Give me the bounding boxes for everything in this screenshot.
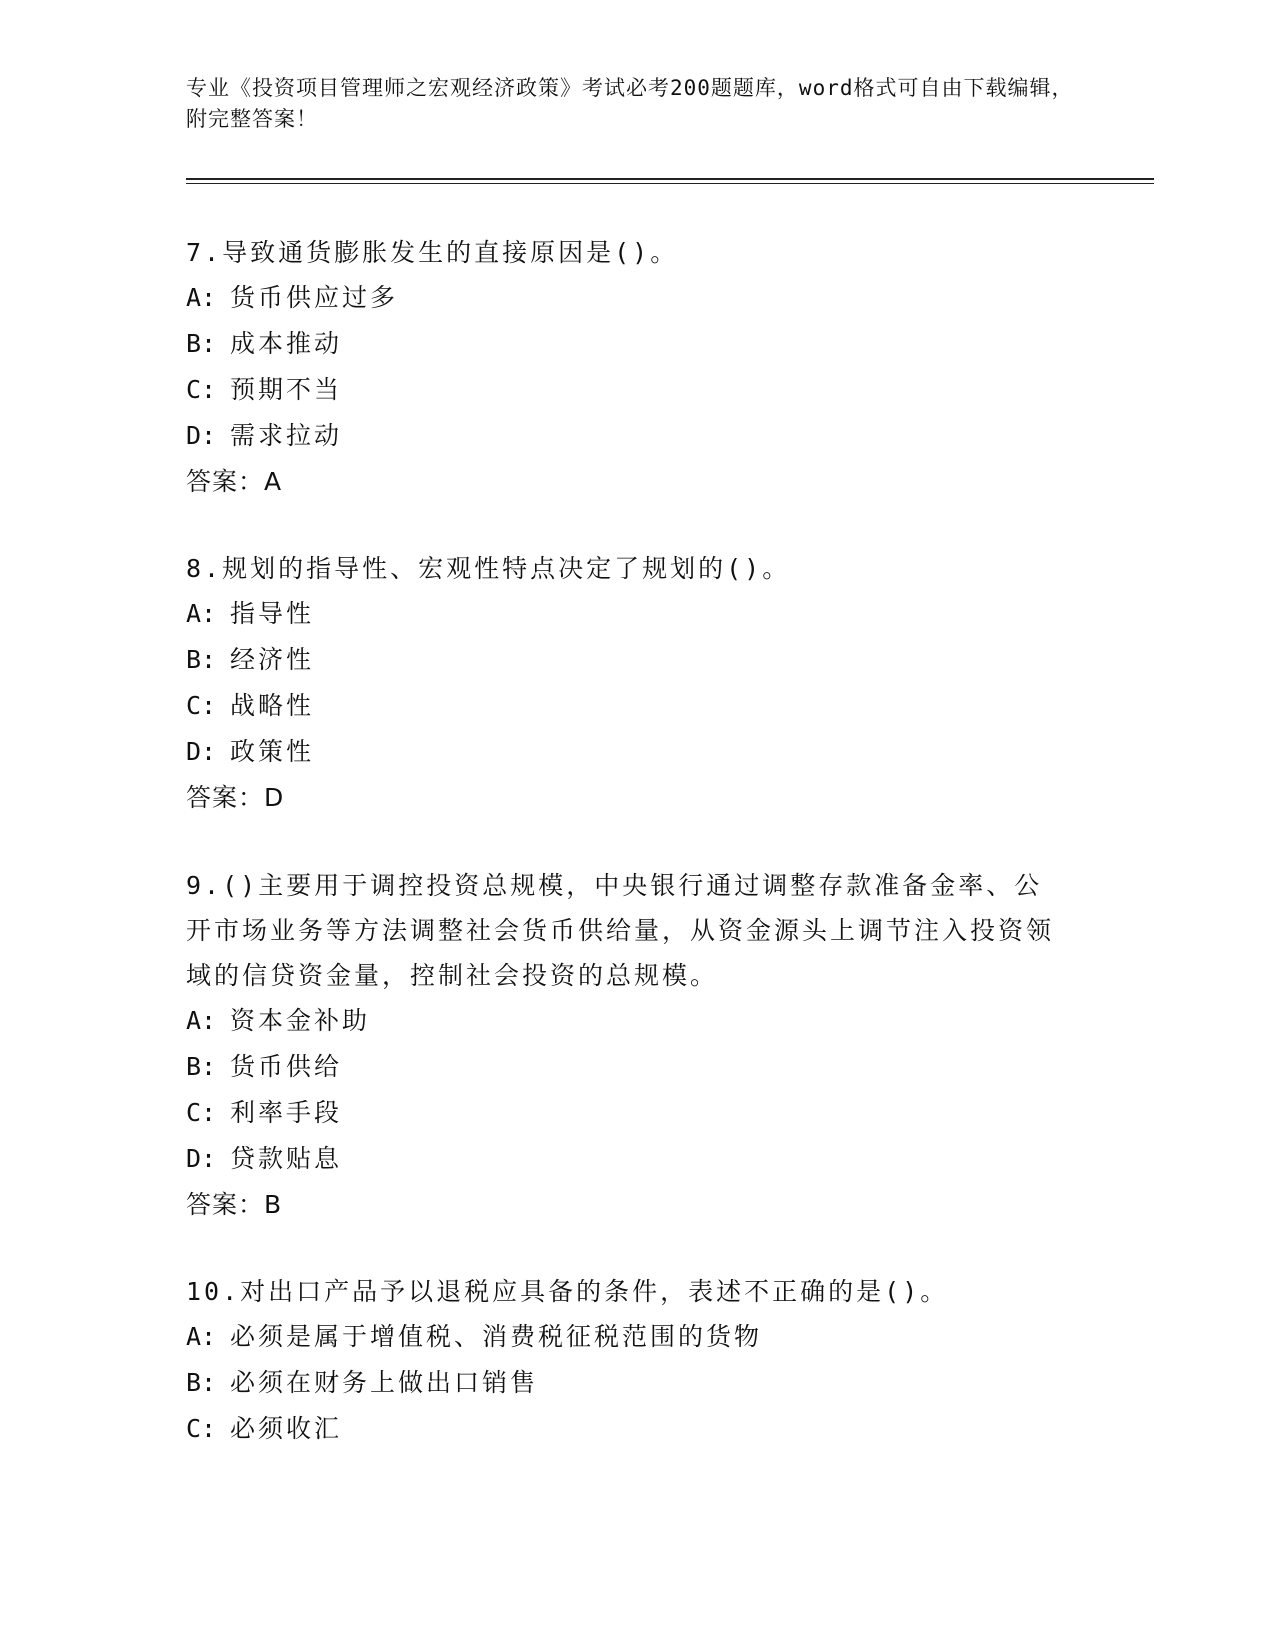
option-letter: B: xyxy=(186,329,217,358)
option-c xyxy=(186,1090,1066,1136)
document-header: 专业《投资项目管理师之宏观经济政策》考试必考200题题库，word格式可自由下载编辑，附完整答案！ xyxy=(186,76,1074,131)
option-text: 必须收汇 xyxy=(230,1414,343,1443)
question-stem: 10.对出口产品予以退税应具备的条件，表述不正确的是()。 xyxy=(186,1277,949,1306)
option-letter: D: xyxy=(186,421,217,450)
option-text: 货币供给 xyxy=(230,1052,343,1081)
option-text: 成本推动 xyxy=(230,329,343,358)
option-letter: A: xyxy=(186,1322,217,1351)
header-rule-thin xyxy=(186,183,1154,184)
option-text: 货币供应过多 xyxy=(230,283,399,312)
option-letter: B: xyxy=(186,645,217,674)
question-7 xyxy=(186,230,1066,505)
option-letter: D: xyxy=(186,737,217,766)
option-letter: B: xyxy=(186,1368,217,1397)
option-d xyxy=(186,729,1066,775)
option-text: 资本金补助 xyxy=(230,1006,371,1035)
option-text: 需求拉动 xyxy=(230,421,343,450)
option-letter: A: xyxy=(186,1006,217,1035)
option-letter: C: xyxy=(186,691,217,720)
option-a xyxy=(186,275,1066,321)
option-b xyxy=(186,637,1066,683)
answer: 答案：B xyxy=(186,1190,283,1219)
question-10 xyxy=(186,1269,1066,1452)
option-text: 预期不当 xyxy=(230,375,343,404)
option-text: 指导性 xyxy=(230,599,315,628)
question-9 xyxy=(186,863,1066,1228)
option-c xyxy=(186,683,1066,729)
option-text: 政策性 xyxy=(230,737,315,766)
option-b xyxy=(186,1360,1066,1406)
option-d xyxy=(186,1136,1066,1182)
option-text: 经济性 xyxy=(230,645,315,674)
option-letter: C: xyxy=(186,1098,217,1127)
option-letter: C: xyxy=(186,375,217,404)
question-stem: 9.()主要用于调控投资总规模，中央银行通过调整存款准备金率、公开市场业务等方法调整社会货币供给量，从资金源头上调节注入投资领域的信贷资金量，控制社会投资的总规模。 xyxy=(186,871,1055,990)
option-a xyxy=(186,998,1066,1044)
answer: 答案：A xyxy=(186,467,283,496)
option-text: 必须是属于增值税、消费税征税范围的货物 xyxy=(230,1322,763,1351)
option-c xyxy=(186,367,1066,413)
header-rule-thick xyxy=(186,178,1154,180)
question-stem: 7.导致通货膨胀发生的直接原因是()。 xyxy=(186,238,679,267)
option-text: 贷款贴息 xyxy=(230,1144,343,1173)
option-letter: C: xyxy=(186,1414,217,1443)
option-b xyxy=(186,321,1066,367)
option-text: 必须在财务上做出口销售 xyxy=(230,1368,539,1397)
option-text: 战略性 xyxy=(230,691,315,720)
option-letter: B: xyxy=(186,1052,217,1081)
option-a xyxy=(186,1314,1066,1360)
option-c xyxy=(186,1406,1066,1452)
option-text: 利率手段 xyxy=(230,1098,343,1127)
option-d xyxy=(186,413,1066,459)
option-letter: D: xyxy=(186,1144,217,1173)
option-letter: A: xyxy=(186,599,217,628)
question-stem: 8.规划的指导性、宏观性特点决定了规划的()。 xyxy=(186,554,791,583)
answer: 答案：D xyxy=(186,783,285,812)
option-b xyxy=(186,1044,1066,1090)
option-letter: A: xyxy=(186,283,217,312)
option-a xyxy=(186,591,1066,637)
question-8 xyxy=(186,546,1066,821)
